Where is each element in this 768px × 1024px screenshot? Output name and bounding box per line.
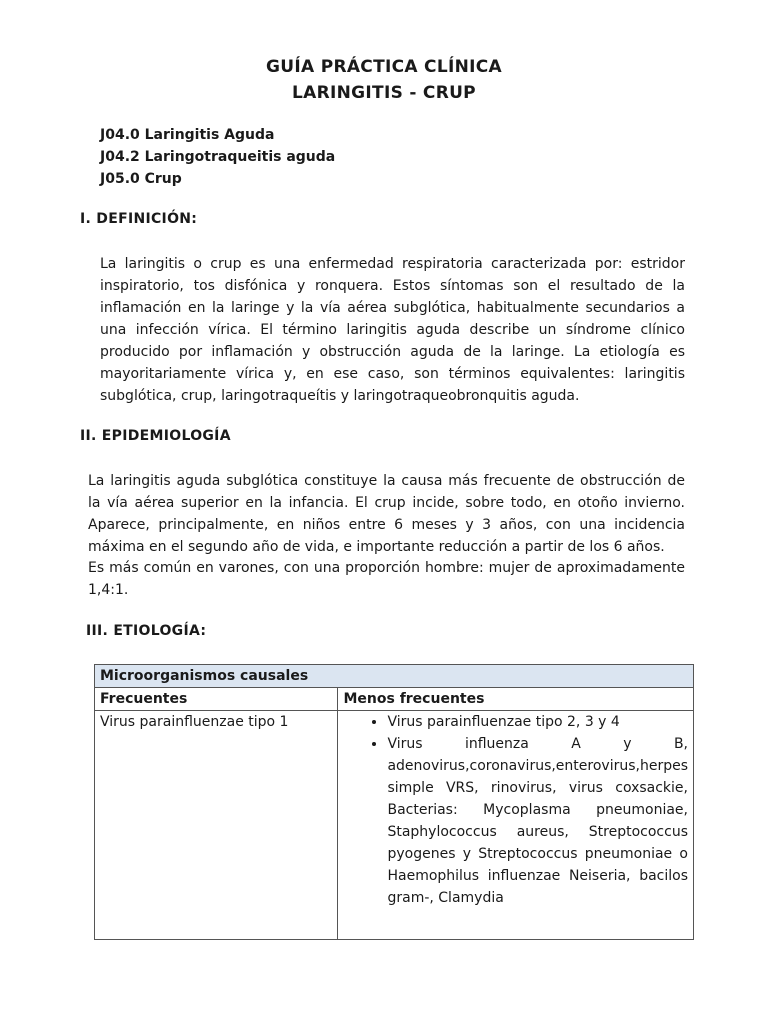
less-frequent-cell: [338, 711, 694, 940]
definition-paragraph: La laringitis o crup es una enfermedad respiratoria caracterizada por: estridor inspiratorio, tos disfónica y ronquera. Estos síntomas son el resultado de la inflamación en la laringe y la vía aérea subglótica, habitualmente secundarios a una infección vírica. El término laringitis aguda describe un síndrome clínico producido por inflamación y obstrucción aguda de la laringe. La etiología es mayoritariamente vírica y, en ese caso, son términos equivalentes: laringitis subglótica, crup, laringotraqueítis y laringotraqueobronquitis aguda.: [100, 256, 685, 404]
code-item: J04.2 Laringotraqueitis aguda: [100, 149, 336, 165]
list-item: • Virus parainfluenzae tipo 2, 3 y 4: [387, 711, 688, 733]
code-item: J04.0 Laringitis Aguda: [100, 127, 275, 143]
etiology-table: [94, 664, 694, 940]
column-header-frequent: Frecuentes: [95, 688, 338, 711]
diagnosis-codes: [100, 124, 335, 190]
table-row: [95, 711, 694, 940]
section-heading-etiology: III. ETIOLOGÍA:: [86, 623, 207, 639]
document-title: GUÍA PRÁCTICA CLÍNICA: [266, 57, 502, 77]
column-header-less-frequent: Menos frecuentes: [338, 688, 694, 711]
list-item: • Virus influenza A y B, adenovirus,coronavirus,enterovirus,herpes simple VRS, rinovirus, virus coxsackie, Bacterias: Mycoplasma pneumoniae, Staphylococcus aureus, Streptococcus pyogenes y Streptococcus pneumoniae o Haemophilus influenzae Neiseria, bacilos gram-, Clamydia: [387, 733, 688, 909]
epidemiology-paragraph-2: Es más común en varones, con una proporción hombre: mujer de aproximadamente 1,4:1.: [88, 560, 685, 598]
section-heading-epidemiology: II. EPIDEMIOLOGÍA: [80, 428, 231, 444]
section-heading-definition: I. DEFINICIÓN:: [80, 211, 198, 227]
document-subtitle: LARINGITIS - CRUP: [292, 83, 476, 103]
code-item: J05.0 Crup: [100, 171, 182, 187]
epidemiology-paragraph: La laringitis aguda subglótica constituye la causa más frecuente de obstrucción de la vía aérea superior en la infancia. El crup incide, sobre todo, en otoño invierno. Aparece, principalmente, en niños entre 6 meses y 3 años, con una incidencia máxima en el segundo año de vida, e importante reducción a partir de los 6 años.: [88, 473, 685, 555]
frequent-cell: Virus parainfluenzae tipo 1: [95, 711, 338, 940]
less-frequent-list: [343, 711, 688, 909]
table-caption: Microorganismos causales: [95, 665, 694, 688]
